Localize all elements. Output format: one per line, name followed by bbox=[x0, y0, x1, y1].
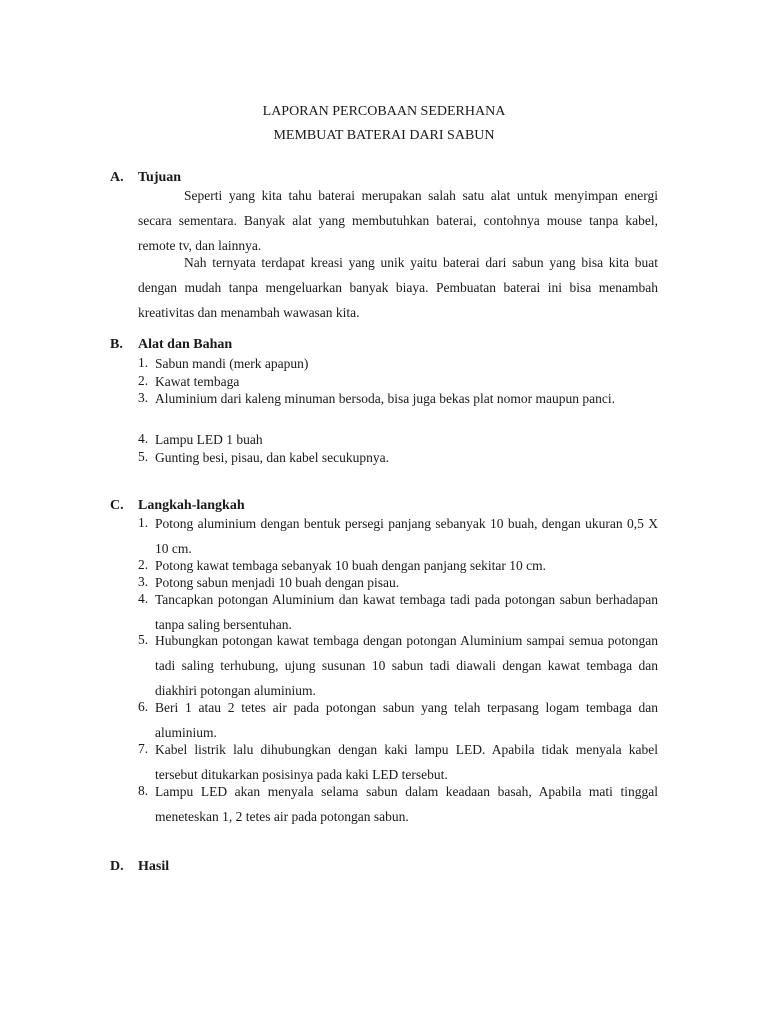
list-item-number: 1. bbox=[138, 355, 149, 370]
list-item-text: Kawat tembaga bbox=[155, 374, 240, 389]
list-item bbox=[138, 449, 658, 467]
list-item-number: 2. bbox=[138, 557, 149, 572]
list-item bbox=[138, 386, 658, 411]
list-item-number: 7. bbox=[138, 741, 149, 756]
section-a-paragraph: Seperti yang kita tahu baterai merupakan salah satu alat untuk menyimpan energi secara sementara. Banyak alat yang membutuhkan baterai, contohnya mouse tanpa kabel, remote tv, dan lainnya. bbox=[138, 188, 658, 253]
list-item-text: Lampu LED 1 buah bbox=[155, 432, 263, 447]
list-item-number: 2. bbox=[138, 373, 149, 388]
section-a-paragraph: Nah ternyata terdapat kreasi yang unik yaitu baterai dari sabun yang bisa kita buat dengan mudah tanpa mengeluarkan banyak biaya. Pembuatan baterai ini bisa menambah kreativitas dan menambah wawasan kita. bbox=[138, 255, 658, 320]
section-b-title: Alat dan Bahan bbox=[138, 337, 233, 352]
list-item-number: 1. bbox=[138, 515, 149, 530]
list-item-text: Sabun mandi (merk apapun) bbox=[155, 356, 309, 371]
list-item-text: Aluminium dari kaleng minuman bersoda, bisa juga bekas plat nomor maupun panci. bbox=[155, 391, 616, 406]
list-item-text: Potong sabun menjadi 10 buah dengan pisau. bbox=[155, 575, 400, 590]
list-item-text: Beri 1 atau 2 tetes air pada potongan sabun yang telah terpasang logam tembaga dan aluminium. bbox=[155, 700, 658, 740]
section-d-letter: D. bbox=[110, 859, 124, 874]
list-item-text: Tancapkan potongan Aluminium dan kawat tembaga tadi pada potongan sabun berhadapan tanpa saling bersentuhan. bbox=[155, 592, 658, 632]
list-item-number: 5. bbox=[138, 632, 149, 647]
list-item-text: Kabel listrik lalu dihubungkan dengan kaki lampu LED. Apabila tidak menyala kabel tersebut ditukarkan posisinya pada kaki LED tersebut. bbox=[155, 742, 658, 782]
list-item-text: Hubungkan potongan kawat tembaga dengan potongan Aluminium sampai semua potongan tadi saling terhubung, ujung susunan 10 sabun tadi diawali dengan kawat tembaga dan diakhiri potongan aluminium. bbox=[155, 633, 658, 698]
list-item-number: 6. bbox=[138, 699, 149, 714]
list-item bbox=[138, 779, 658, 829]
section-a-letter: A. bbox=[110, 170, 124, 185]
list-item-text: Potong aluminium dengan bentuk persegi panjang sebanyak 10 buah, dengan ukuran 0,5 X 10 cm. bbox=[155, 516, 658, 556]
list-item bbox=[138, 557, 658, 575]
document-title: LAPORAN PERCOBAAN SEDERHANA bbox=[262, 104, 506, 119]
list-item-number: 8. bbox=[138, 783, 149, 798]
list-item-text: Lampu LED akan menyala selama sabun dalam keadaan basah, Apabila mati tinggal meneteskan 1, 2 tetes air pada potongan sabun. bbox=[155, 784, 658, 824]
document-subtitle: MEMBUAT BATERAI DARI SABUN bbox=[273, 128, 495, 143]
list-item-number: 3. bbox=[138, 390, 149, 405]
list-item bbox=[138, 511, 658, 561]
list-item-number: 3. bbox=[138, 574, 149, 589]
section-a-title: Tujuan bbox=[138, 170, 182, 185]
list-item-text: Potong kawat tembaga sebanyak 10 buah dengan panjang sekitar 10 cm. bbox=[155, 558, 547, 573]
section-b-letter: B. bbox=[110, 337, 123, 352]
list-item-number: 4. bbox=[138, 591, 149, 606]
list-item bbox=[138, 431, 658, 449]
list-item-text: Gunting besi, pisau, dan kabel secukupnya. bbox=[155, 450, 389, 465]
list-item bbox=[138, 628, 658, 703]
section-c-letter: C. bbox=[110, 498, 124, 513]
list-item-number: 4. bbox=[138, 431, 149, 446]
section-c-title: Langkah-langkah bbox=[138, 498, 245, 513]
list-item-number: 5. bbox=[138, 449, 149, 464]
list-item bbox=[138, 355, 658, 373]
section-d-title: Hasil bbox=[138, 859, 170, 874]
